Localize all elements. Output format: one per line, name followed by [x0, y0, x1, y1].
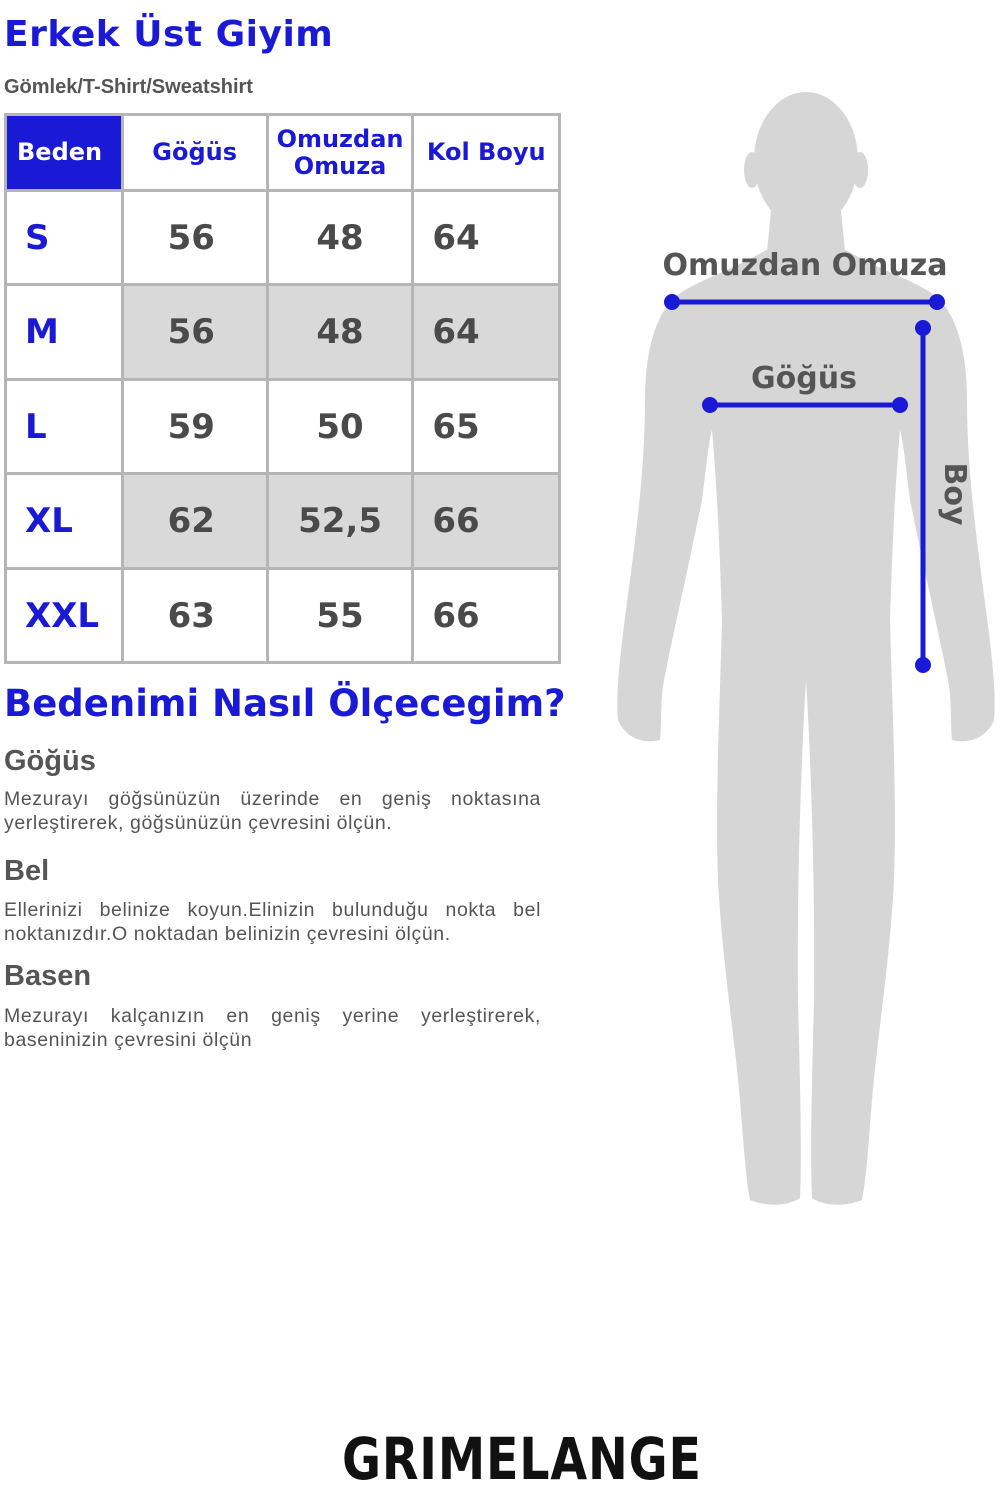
chest-right-dot: [892, 397, 908, 413]
length-top-dot: [915, 320, 931, 336]
length-label: Boy: [937, 462, 972, 526]
chest-left-dot: [702, 397, 718, 413]
chest-cell: 56: [122, 285, 267, 380]
header-sleeve: Kol Boyu: [413, 115, 560, 191]
header-chest: Göğüs: [122, 115, 267, 191]
table-header-row: [6, 115, 560, 191]
shoulder-right-dot: [929, 294, 945, 310]
chest-cell: 56: [122, 191, 267, 285]
chest-cell: 59: [122, 380, 267, 474]
hip-section-title: Basen: [4, 960, 92, 992]
chest-label: Göğüs: [751, 361, 857, 396]
size-table: [4, 113, 561, 664]
sleeve-cell: 66: [413, 474, 560, 569]
chest-section-text: Mezurayı göğsünüzün üzerinde en geniş noktasına yerleştirerek, göğsünüzün çevresini ölçün.: [4, 788, 541, 834]
shoulder-cell: 48: [267, 285, 413, 380]
table-row: [6, 474, 560, 569]
hip-section-text: Mezurayı kalçanızın en geniş yerine yerleştirerek, baseninizin çevresini ölçün: [4, 1005, 541, 1051]
chest-cell: 63: [122, 569, 267, 663]
header-size: Beden: [6, 115, 123, 191]
table-row: [6, 569, 560, 663]
table-row: [6, 380, 560, 474]
size-cell: M: [6, 285, 123, 380]
sleeve-cell: 64: [413, 191, 560, 285]
shoulder-left-dot: [664, 294, 680, 310]
sleeve-cell: 64: [413, 285, 560, 380]
shoulder-cell: 52,5: [267, 474, 413, 569]
waist-section-title: Bel: [4, 855, 50, 887]
page-subtitle: Gömlek/T-Shirt/Sweatshirt: [4, 76, 253, 98]
table-row: [6, 191, 560, 285]
howto-title: Bedenimi Nasıl Ölçecegim?: [4, 682, 566, 725]
shoulder-cell: 55: [267, 569, 413, 663]
header-shoulder-line1: Omuzdan: [276, 124, 404, 153]
size-cell: L: [6, 380, 123, 474]
sleeve-cell: 65: [413, 380, 560, 474]
brand-logo: GRIMELANGE: [342, 1425, 702, 1493]
waist-section-text: Ellerinizi belinize koyun.Elinizin bulunduğu nokta bel noktanızdır.O noktadan belinizin çevresini ölçün.: [4, 899, 541, 945]
size-cell: XL: [6, 474, 123, 569]
page-title: Erkek Üst Giyim: [4, 14, 334, 55]
body-figure: [600, 90, 1000, 1220]
length-bottom-dot: [915, 657, 931, 673]
header-shoulder: [267, 115, 413, 191]
shoulder-cell: 48: [267, 191, 413, 285]
size-cell: S: [6, 191, 123, 285]
chest-section-title: Göğüs: [4, 745, 96, 777]
shoulder-cell: 50: [267, 380, 413, 474]
sleeve-cell: 66: [413, 569, 560, 663]
size-cell: XXL: [6, 569, 123, 663]
header-shoulder-line2: Omuza: [293, 151, 387, 180]
table-row: [6, 285, 560, 380]
chest-cell: 62: [122, 474, 267, 569]
shoulder-label: Omuzdan Omuza: [662, 248, 948, 283]
